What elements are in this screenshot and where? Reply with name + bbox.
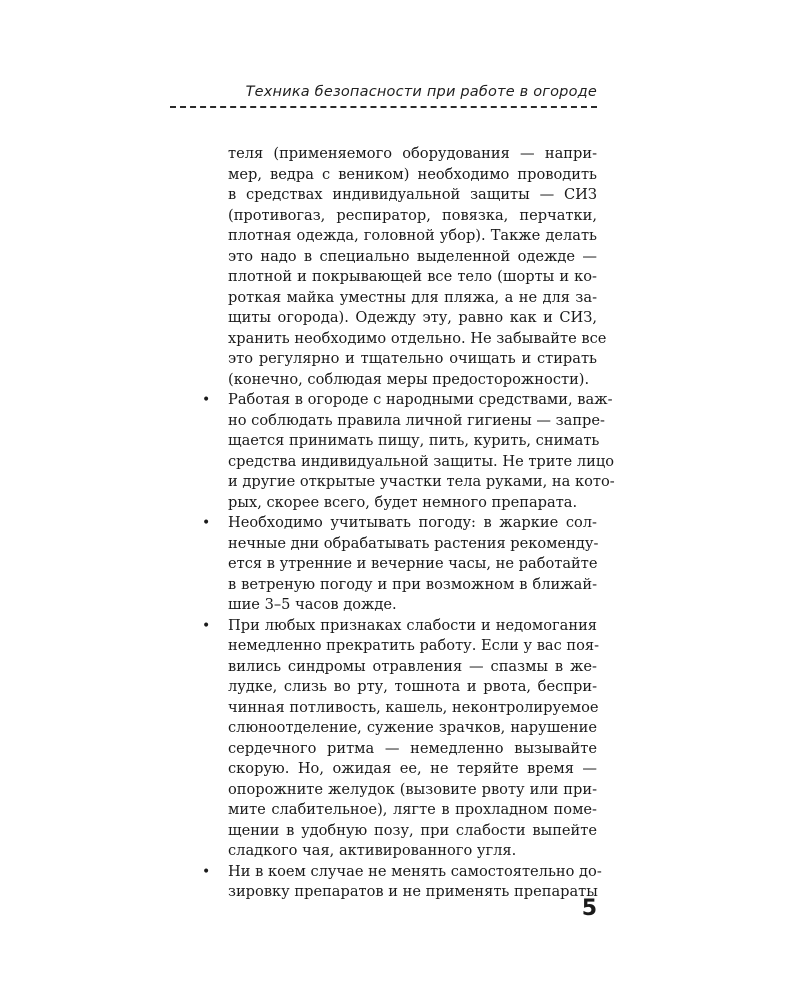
text-line: Ни в коем случае не менять самостоятельно до- [228, 862, 602, 880]
text-line: немедленно прекратить работу. Если у вас поя- [228, 637, 600, 654]
page-number: 5 [581, 896, 597, 921]
bullet-icon: • [202, 515, 211, 531]
text-line: опорожните желудок (вызовите рвоту или при- [228, 780, 597, 798]
text-line: вились синдромы отравления — спазмы в же- [228, 657, 597, 675]
text-line: мер, ведра с веником) необходимо проводить [228, 165, 597, 183]
text-line: рых, скорее всего, будет немного препарата. [228, 493, 578, 511]
bullet-icon: • [202, 617, 211, 634]
bullet-icon: • [202, 863, 211, 880]
text-line: в ветреную погоду и при возможном в ближай- [228, 575, 597, 593]
text-line: слюноотделение, сужение зрачков, нарушение [228, 719, 597, 736]
text-line: и другие открытые участки тела руками, на кото- [228, 473, 615, 490]
header-dashed-rule [170, 106, 597, 108]
text-line: зировку препаратов и не применять препараты [228, 883, 598, 900]
text-line: теля (применяемого оборудования — напри- [228, 145, 597, 162]
bullet-icon: • [202, 392, 211, 408]
text-line: мите слабительное), лягте в прохладном поме- [228, 801, 597, 818]
text-line: средства индивидуальной защиты. Не трите лицо [228, 452, 615, 470]
text-line: это регулярно и тщательно очищать и стирать [228, 350, 597, 367]
text-line: в средствах индивидуальной защиты — СИЗ [228, 186, 597, 203]
text-line: Работая в огороде с народными средствами, важ- [228, 391, 613, 408]
text-line: При любых признаках слабости и недомогания [228, 616, 597, 634]
text-line: чинная потливость, кашель, неконтролируемое [228, 698, 599, 716]
text-line: плотная одежда, головной убор). Также делать [228, 227, 597, 244]
text-line: (конечно, соблюдая меры предосторожности). [228, 370, 590, 388]
text-line: сладкого чая, активированного угля. [228, 842, 517, 859]
text-line: (противогаз, респиратор, повязка, перчатки, [228, 206, 597, 224]
text-line: ется в утренние и вечерние часы, не работайте [228, 555, 598, 572]
bullet-item [170, 862, 602, 903]
text-line: плотной и покрывающей все тело (шорты и ко- [228, 268, 597, 285]
text-line: щении в удобную позу, при слабости выпейте [228, 821, 597, 839]
bullet-item [170, 616, 600, 862]
text-line: щается принимать пищу, пить, курить, снимать [228, 432, 600, 449]
text-line: щиты огорода). Одежду эту, равно как и СИЗ, [228, 309, 597, 326]
text-line: шие 3–5 часов дожде. [228, 596, 397, 613]
text-line: сердечного ритма — немедленно вызывайте [228, 739, 597, 757]
text-line: роткая майка уместны для пляжа, а не для за- [228, 288, 597, 306]
text-line: скорую. Но, ожидая ее, не теряйте время — [228, 760, 597, 777]
text-line: нечные дни обрабатывать растения рекоменду- [228, 534, 599, 552]
continued-paragraph [170, 144, 607, 390]
bullet-item [170, 390, 615, 513]
text-line: Необходимо учитывать погоду: в жаркие сол- [228, 514, 597, 531]
body-text [170, 144, 615, 903]
text-line: это надо в специально выделенной одежде — [228, 247, 597, 265]
text-line: лудке, слизь во рту, тошнота и рвота, беспри- [228, 678, 597, 695]
bullet-item [170, 513, 597, 616]
running-title: Техника безопасности при работе в огороде [245, 84, 597, 100]
text-line: хранить необходимо отдельно. Не забывайте все [228, 329, 607, 347]
text-line: но соблюдать правила личной гигиены — запре- [228, 411, 605, 429]
